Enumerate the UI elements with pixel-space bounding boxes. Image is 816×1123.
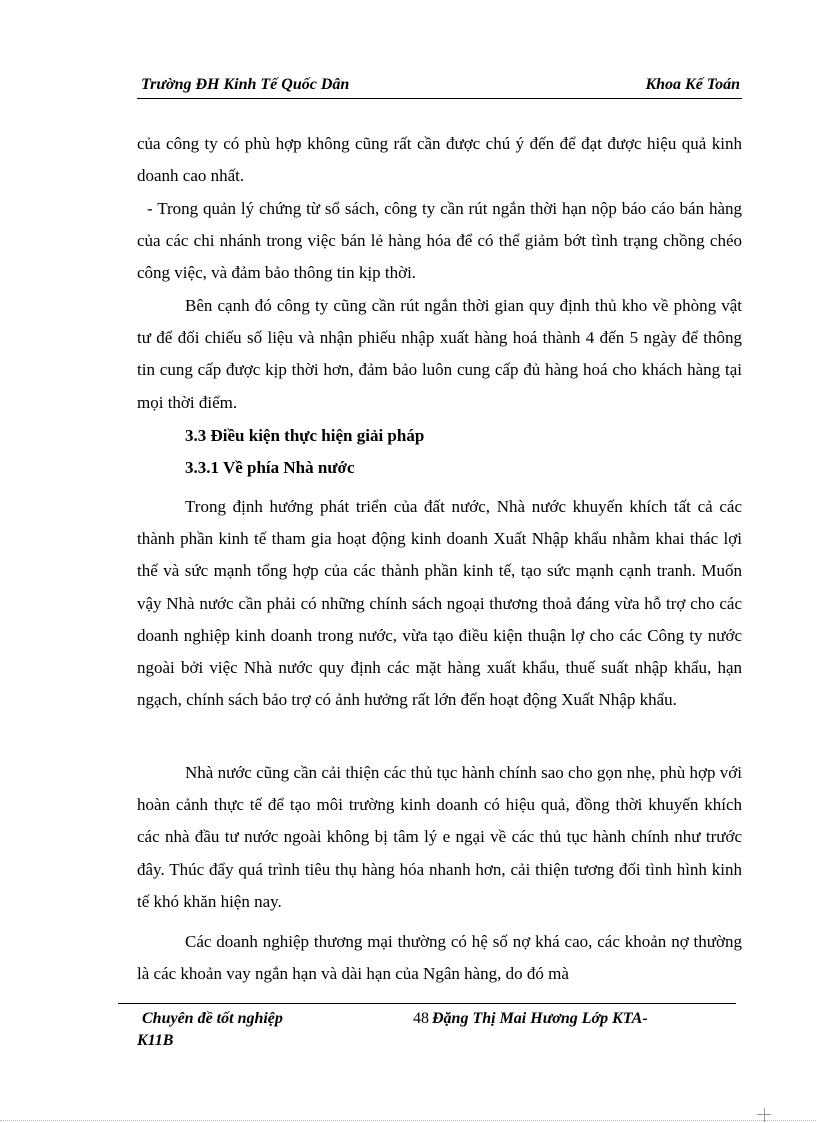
paragraph-2: - Trong quản lý chứng từ sổ sách, công ty cần rút ngắn thời hạn nộp báo cáo bán hàng của các chi nhánh trong việc bán lẻ hàng hóa để có thể giảm bớt tình trạng chồng chéo công việc, và đảm bảo thông tin kịp thời.: [137, 199, 742, 283]
header-school: Trường ĐH Kinh Tế Quốc Dân: [141, 76, 350, 93]
header-faculty: Khoa Kế Toán: [645, 76, 740, 93]
page-edge-dotted-line: [0, 1120, 816, 1121]
paragraph-6: Các doanh nghiệp thương mại thường có hệ số nợ khá cao, các khoản nợ thường là các khoản vay ngắn hạn và dài hạn của Ngân hàng, do đó mà: [137, 932, 742, 984]
crop-mark-horizontal: [757, 1114, 771, 1115]
footer-thesis-label: Chuyên đề tốt nghiệp: [142, 1010, 283, 1027]
section-heading-3-3-1: 3.3.1 Về phía Nhà nước: [185, 458, 355, 477]
paragraph-4: Trong định hướng phát triển của đất nước, Nhà nước khuyến khích tất cả các thành phần kinh tế tham gia hoạt động kinh doanh Xuất Nhập khẩu nhằm khai thác lợi thế và sức mạnh tổng hợp của các thành phần kinh tế, tạo sức mạnh cạnh tranh. Muốn vậy Nhà nước cần phải có những chính sách ngoại thương thoả đáng vừa hỗ trợ cho các doanh nghiệp kinh doanh trong nước, vừa tạo điều kiện thuận lợ cho các Công ty nước ngoài bởi việc Nhà nước quy định các mặt hàng xuất khẩu, thuế suất nhập khẩu, hạn ngạch, chính sách bảo trợ có ảnh hưởng rất lớn đến hoạt động Xuất Nhập khẩu.: [137, 497, 742, 710]
footer-divider: [118, 1003, 736, 1004]
page-number: 48: [413, 1010, 429, 1027]
footer-author: Đặng Thị Mai Hương Lớp KTA-: [432, 1010, 648, 1027]
paragraph-3: Bên cạnh đó công ty cũng cần rút ngắn thời gian quy định thủ kho về phòng vật tư để đối chiếu số liệu và nhận phiếu nhập xuất hàng hoá thành 4 đến 5 ngày để thông tin cung cấp được kịp thời hơn, đảm bảo luôn cung cấp đủ hàng hoá cho khách hàng tại mọi thời điểm.: [137, 296, 742, 412]
paragraph-5: Nhà nước cũng cần cải thiện các thủ tục hành chính sao cho gọn nhẹ, phù hợp với hoàn cảnh thực tế để tạo môi trường kinh doanh có hiệu quả, đồng thời khuyến khích các nhà đầu tư nước ngoài không bị tâm lý e ngại về các thủ tục hành chính như trước đây. Thúc đẩy quá trình tiêu thụ hàng hóa nhanh hơn, cải thiện tương đối tình hình kinh tế khó khăn hiện nay.: [137, 763, 742, 911]
section-heading-3-3: 3.3 Điều kiện thực hiện giải pháp: [185, 426, 425, 445]
paragraph-1: của công ty có phù hợp không cũng rất cần được chú ý đến để đạt được hiệu quả kinh doanh cao nhất.: [137, 134, 742, 186]
footer-class-continuation: K11B: [137, 1032, 174, 1049]
page-header: [137, 76, 742, 99]
crop-mark: [764, 1108, 765, 1122]
